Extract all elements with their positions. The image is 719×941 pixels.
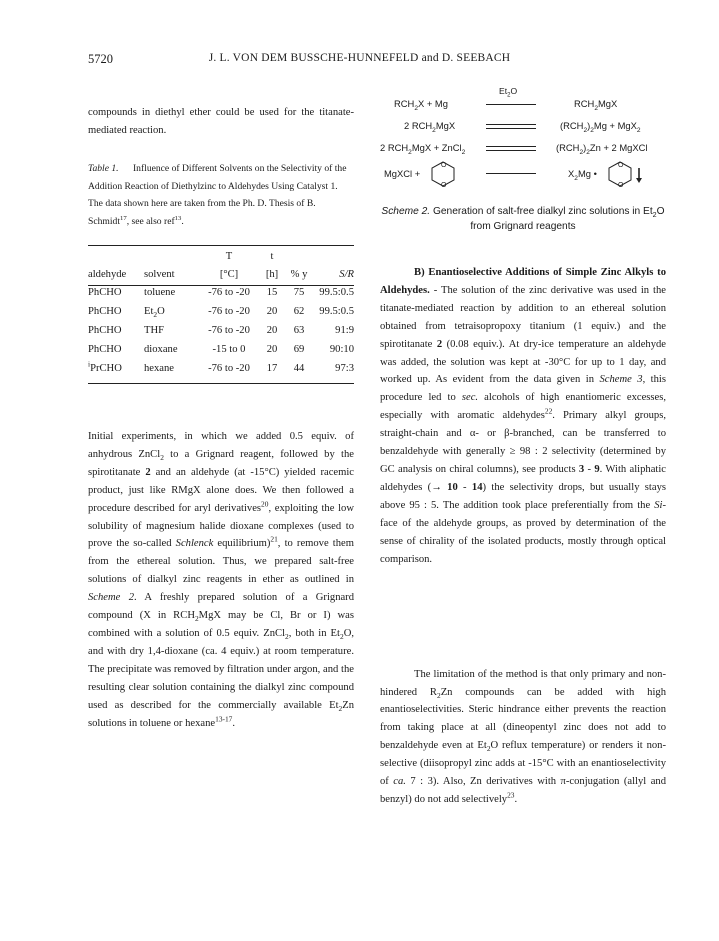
table-cell: $^i$PrCHO [88, 359, 122, 374]
table-cell: t [270, 250, 274, 262]
table-cell [144, 247, 198, 265]
table-cell: aldehyde [88, 268, 127, 280]
table-cell: 97:3 [335, 363, 354, 374]
scheme-r1-condition: $Et_2O$ [499, 86, 518, 99]
svg-text:O: O [441, 162, 447, 169]
table-cell: hexane [144, 363, 174, 374]
dioxane-structure [428, 160, 458, 188]
table-cell: THF [144, 325, 165, 336]
right-body [380, 264, 666, 568]
right-body-2 [380, 655, 666, 819]
table-cell: 44 [293, 363, 305, 374]
scheme-r4-right: $X_2Mg$ • [568, 168, 597, 182]
table-cell: -15 to 0 [212, 344, 246, 355]
table-header-row [88, 247, 354, 265]
table-row [88, 283, 354, 302]
table-cell: PhCHO [88, 287, 122, 298]
section-heading: B) Enantioselective Additions of Simple Zinc Alkyls to Aldehydes. [380, 267, 666, 296]
table-cell: $Et_2O$ [144, 306, 165, 320]
scheme-caption-text: Generation of salt-free dialkyl zinc solutions in $Et_2O$ from Grignard reagents [432, 206, 665, 232]
table-cell: toluene [144, 287, 176, 298]
table-cell: 15 [266, 287, 278, 298]
table-caption-label: Table 1. [88, 163, 119, 174]
table-caption-mid: , see also ref [126, 215, 175, 227]
table-caption-text: Influence of Different Solvents on the Selectivity of the Addition Reaction of Diethylzinc to Aldehydes Using Catalyst 1. The data shown here are taken from the Ph. D. Thesis of B. Schmidt [88, 163, 347, 227]
left-body [88, 428, 354, 732]
table-cell: solvent [144, 268, 175, 280]
table-cell: 17 [266, 363, 278, 374]
body-paragraph: Initial experiments, in which we added 0.5 equiv. of anhydrous ZnCl$_2$ to a Grignard reagent, followed by the spirotitanate 2 and an aldehyde (at -15°C) yielded racemic product, just like RMgX alone does. We then followed a procedure described for aryl derivatives$^{20}$, exploiting the low solubility of magnesium halide dioxane complexes (used to prove the so-called Schlenck equilibrium)$^{21}$, to remove them from the ethereal solution. Thus, we prepared salt-free solutions of dialkyl zinc reagents in ether as outlined in Scheme 2. A freshly prepared solution of a Grignard compound (X in $RCH_2MgX$ may be Cl, Br or I) was combined with a solution of 0.5 equiv. ZnCl$_2$, both in $Et_2O$, and with dry 1,4-dioxane (ca. 4 equiv.) at room temperature. The precipitate was removed by filtration under argon, and the resulting clear solution containing the dialkyl zinc compound used as described for the commercially available $Et_2Zn$ solutions in toluene or hexane$^{13-17}$. [88, 431, 355, 729]
scheme-r2-right: $(RCH_2)_2Mg + MgX_2$ [560, 120, 641, 134]
table-cell: T [225, 250, 233, 262]
table-bottom-rule [88, 383, 354, 384]
table-caption-ref: 17 [119, 214, 127, 222]
scheme-r1-right: $RCH_2MgX$ [574, 98, 618, 112]
svg-text:O: O [441, 182, 447, 188]
table-cell: % y [290, 268, 308, 280]
table-header-row [88, 265, 354, 283]
data-table [88, 247, 354, 378]
table-cell: 75 [293, 287, 305, 298]
table-cell: 90:10 [329, 344, 354, 355]
table-cell: 91:9 [335, 325, 354, 336]
scheme-r3-left: 2 $RCH_2MgX$ + ZnCl$_2$ [380, 142, 466, 156]
table-caption-end: . [181, 215, 184, 227]
table-cell: 99.5:0.5 [319, 306, 354, 317]
equilibrium-arrow-bottom [486, 128, 536, 129]
scheme-r4-left: MgXCl + [384, 168, 421, 179]
svg-text:O: O [618, 182, 624, 188]
table-cell: PhCHO [88, 306, 122, 317]
table-cell: 62 [293, 306, 305, 317]
table-row [88, 321, 354, 340]
table-cell: 20 [266, 306, 278, 317]
table-cell: dioxane [144, 344, 178, 355]
table-caption [88, 160, 354, 230]
table-cell [314, 247, 354, 265]
equilibrium-arrow-top [486, 146, 536, 147]
table-cell: [h] [265, 268, 279, 280]
scheme-r2-left: 2 $RCH_2MgX$ [404, 120, 456, 134]
scheme-caption-label: Scheme 2. [381, 206, 431, 217]
table-cell: [°C] [219, 268, 239, 280]
table-cell: 63 [293, 325, 305, 336]
body-text: The solution of the zinc derivative was used in the titanate-mediated reaction by addition to an ethereal solution obtained from tetraisopropoxy titanium (1 equiv.) and the spirotitanate 2 (0.08 equiv.). At dry-ice temperature an aldehyde was added, the solution was kept at -30°C for up to 1 day, and worked up. As evident from the data given in Scheme 3, this procedure led to sec. alcohols of high enantiomeric excesses, especially with aromatic aldehydes$^{22}$. Primary alkyl groups, straight-chain and α- or β-branched, can be transferred to benzaldehyde with generally ≥ 98 : 2 selectivity (determined by GC analysis on chiral columns), see products 3 - 9. With aliphatic aldehydes (→ 10 - 14) the selectivity drops, but usually stays above 95 : 5. The addition took place preferentially from the Si-face of the aldehyde groups, as proved by determination of the sense of chirality of the isolated products, mostly through optical comparison. [380, 284, 666, 565]
table-row [88, 340, 354, 359]
table-cell: PhCHO [88, 344, 122, 355]
table-cell: -76 to -20 [208, 325, 250, 336]
reaction-arrow [486, 173, 536, 174]
table-row [88, 359, 354, 378]
table-cell: S/R [339, 268, 354, 280]
running-head: J. L. VON DEM BUSSCHE-HUNNEFELD and D. SEEBACH [208, 52, 511, 64]
table-caption-ref: 13 [174, 214, 182, 222]
table-cell: 69 [293, 344, 305, 355]
table-cell: 20 [266, 344, 278, 355]
page-number: 5720 [88, 52, 113, 66]
table-top-rule [88, 245, 354, 246]
equilibrium-arrow-bottom [486, 150, 536, 151]
table-cell: 20 [266, 325, 278, 336]
svg-text:O: O [618, 162, 624, 169]
table-row [88, 302, 354, 321]
table-cell: -76 to -20 [208, 287, 250, 298]
reaction-arrow [486, 104, 536, 105]
table-cell: 99.5:0.5 [319, 287, 354, 298]
scheme-r3-right: $(RCH_2)_2Zn + 2$ MgXCl [556, 142, 648, 156]
dioxane-complex-structure [605, 160, 645, 188]
table-cell: -76 to -20 [208, 306, 250, 317]
table-cell: PhCHO [88, 325, 122, 336]
table-cell [88, 247, 144, 265]
body-paragraph: B) Enantioselective Additions of Simple Zinc Alkyls to Aldehydes. - The solution of the zinc derivative was used in the titanate-mediated reaction by addition to an ethereal solution obtained from tetraisopropoxy titanium (1 equiv.) and the spirotitanate 2 (0.08 equiv.). At dry-ice temperature an aldehyde was added, the solution was kept at -30°C for up to 1 day, and worked up. As evident from the data given in Scheme 3, this procedure led to sec. alcohols of high enantiomeric excesses, especially with aromatic aldehydes$^{22}$. Primary alkyl groups, straight-chain and α- or β-branched, can be transferred to benzaldehyde with generally ≥ 98 : 2 selectivity (determined by GC analysis on chiral columns), see products 3 - 9. With aliphatic aldehydes (→ 10 - 14) the selectivity drops, but usually stays above 95 : 5. The addition took place preferentially from the Si-face of the aldehyde groups, as proved by determination of the sense of chirality of the isolated products, mostly through optical comparison. [380, 267, 666, 565]
scheme-caption [380, 204, 666, 234]
scheme-r1-left: $RCH_2X + Mg$ [394, 98, 448, 112]
body-paragraph: The limitation of the method is that only primary and non-hindered $R_2Zn$ compounds can be added with high enantioselectivities. Steric hindrance either prevents the reaction from taking place at all (dineopentyl zinc does not add to benzaldehyde even at $Et_2O$ reflux temperature) or renders it non-selective (diisopropyl zinc adds at -15°C with an enantioselectivity of ca. 7 : 3). Also, Zn derivatives with π-conjugation (allyl and benzyl) do not add selectively$^{23}$. [380, 668, 667, 805]
table-cell [284, 247, 314, 265]
intro-paragraph: compounds in diethyl ether could be used for the titanate-mediated reaction. [88, 107, 354, 136]
equilibrium-arrow-top [486, 124, 536, 125]
table-cell: -76 to -20 [208, 363, 250, 374]
